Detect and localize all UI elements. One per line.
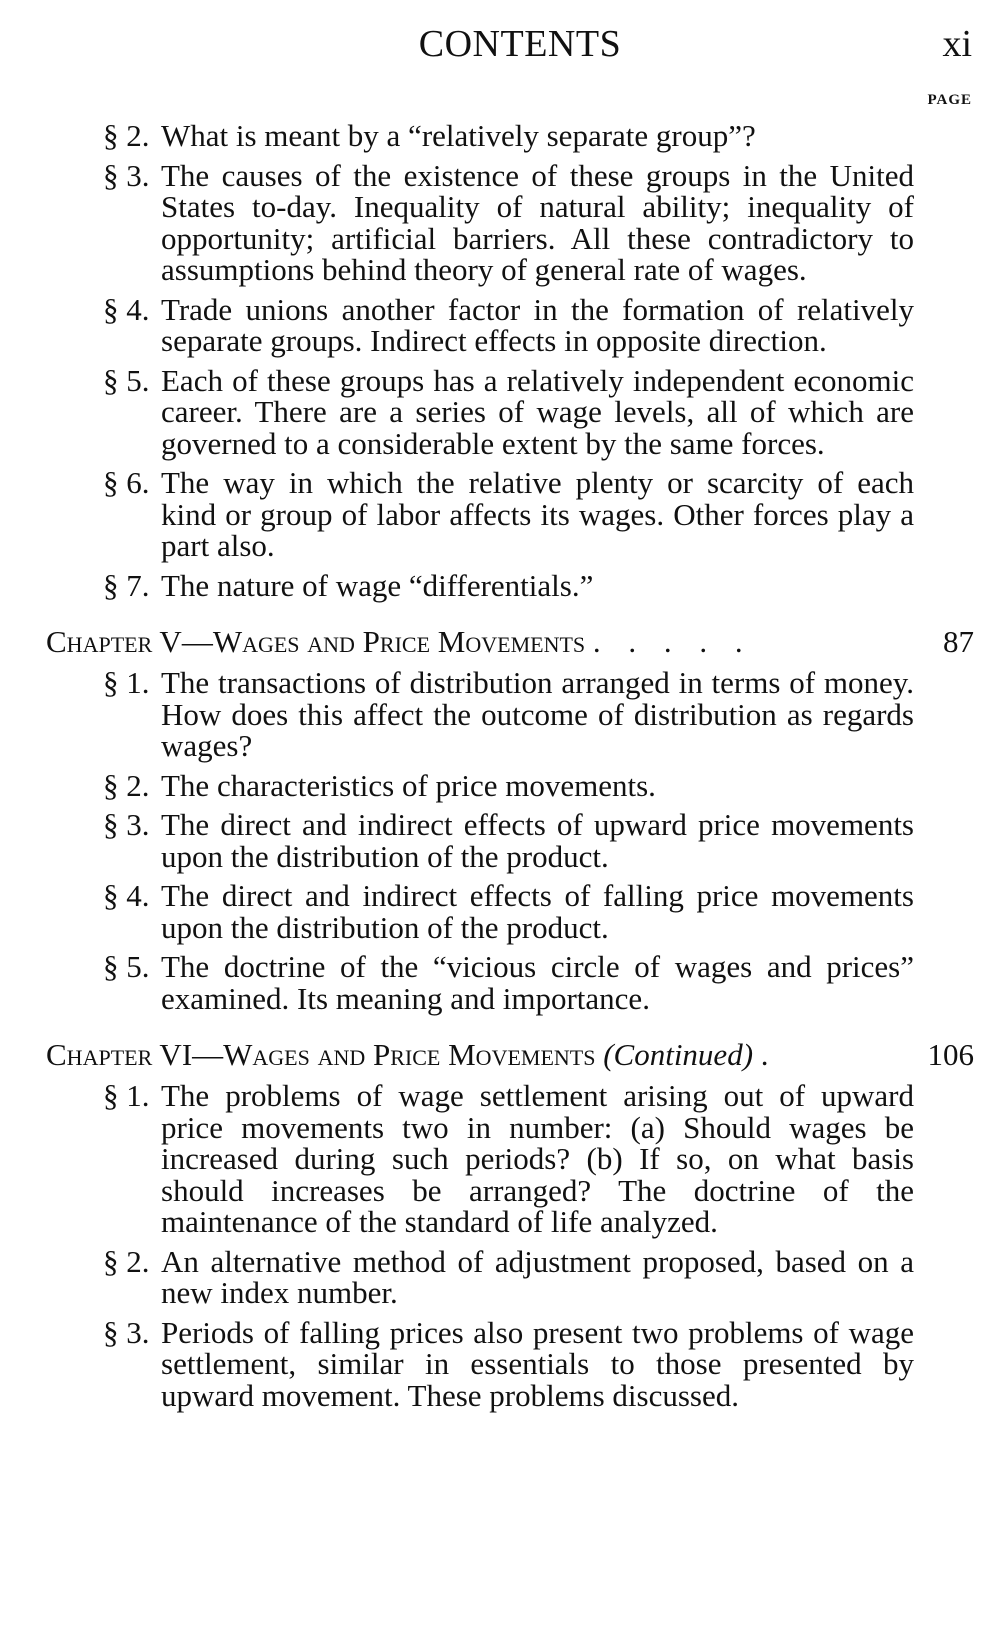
leader-dots: . [760,1037,769,1072]
chapter-heading [46,1038,974,1072]
page-number: xi [942,23,972,65]
section-text: The direct and indirect effects of upward price movements upon the distribution of the product. [161,807,914,874]
section-text: An alternative method of adjustment proposed, based on a new index number. [161,1243,914,1310]
section-list [46,667,974,1014]
leader-dots: . . . . . [592,624,753,659]
section-text: The doctrine of the “vicious circle of wages and prices” examined. Its meaning and importance. [161,949,914,1016]
section-text: The causes of the existence of these groups in the United States to-day. Inequality of natural ability; inequality of opportunity; artificial barriers. All these contradictory to assumptions behind theory of general rate of wages. [161,157,914,287]
toc-section [46,880,914,943]
chapter-title: Chapter V—Wages and Price Movements [46,624,586,659]
page-header [0,22,1000,72]
section-number: § 4. [103,878,150,913]
section-number: § 1. [103,665,150,700]
section-number: § 3. [103,1314,150,1350]
toc-section [46,809,914,872]
toc-section [46,1080,914,1238]
section-number: § 1. [103,1078,150,1113]
toc-section [46,951,914,1014]
section-text: The characteristics of price movements. [161,767,656,803]
section-number: § 2. [103,767,150,803]
section-text: The nature of wage “differentials.” [161,567,594,603]
section-text: Trade unions another factor in the formation of relatively separate groups. Indirect effects in opposite direction. [161,291,914,358]
toc-section [46,120,914,152]
section-list [46,1080,974,1411]
toc-section [46,1243,914,1310]
chapter-page-number: 106 [927,1037,974,1072]
section-number: § 5. [103,362,150,398]
toc-section [46,291,914,358]
page-title: CONTENTS [418,23,622,65]
toc-section [46,467,914,562]
toc-section [46,667,914,762]
section-number: § 3. [103,807,150,842]
section-number: § 7. [103,567,150,603]
section-number: § 2. [103,118,150,153]
section-text: The transactions of distribution arranged in terms of money. How does this affect the outcome of distribution as regards wages? [161,665,914,763]
section-text: What is meant by a “relatively separate group”? [161,118,756,153]
chapter-title: Chapter VI—Wages and Price Movements [46,1037,596,1072]
toc-section [46,157,914,287]
toc-section [46,1314,914,1413]
chapter-page-number: 87 [943,624,974,659]
table-of-contents [46,120,974,1419]
toc-section [46,767,914,803]
section-number: § 4. [103,291,150,327]
chapter-continued: (Continued) [603,1037,754,1072]
toc-section [46,567,914,603]
section-text: Each of these groups has a relatively independent economic career. There are a series of wage levels, all of which are governed to a considerable extent by the same forces. [161,362,914,461]
section-number: § 6. [103,465,150,500]
toc-section [46,362,914,461]
section-number: § 2. [103,1243,150,1279]
page-column-label: PAGE [927,92,972,108]
chapter-heading [46,625,974,659]
section-text: Periods of falling prices also present two problems of wage settlement, similar in essentials to those presented by upward movement. These problems discussed. [161,1314,914,1413]
section-number: § 5. [103,949,150,984]
section-text: The problems of wage settlement arising out of upward price movements two in number: (a) Should wages be increased during such periods? (b) If so, on what basis should increases be arranged? The doctrine of the maintenance of the standard of life analyzed. [161,1078,914,1239]
section-text: The direct and indirect effects of falling price movements upon the distribution of the product. [161,878,914,945]
section-text: The way in which the relative plenty or scarcity of each kind or group of labor affects its wages. Other forces play a part also. [161,465,914,563]
section-list [46,120,974,601]
section-number: § 3. [103,157,150,193]
